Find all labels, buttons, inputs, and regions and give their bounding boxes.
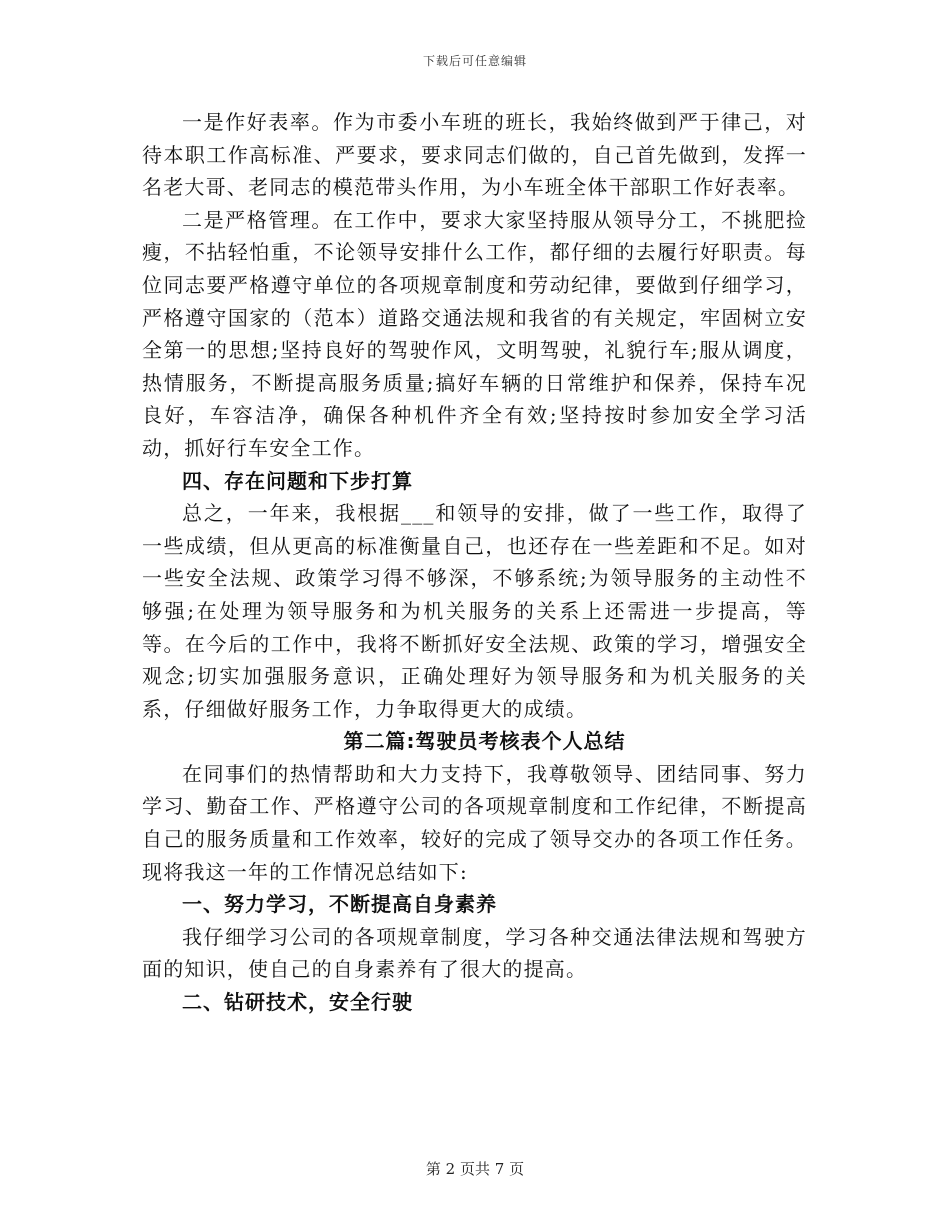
section-title-part-two: 第二篇:驾驶员考核表个人总结	[343, 729, 626, 754]
heading-technique-safety: 二、钻研技术，安全行驶	[182, 990, 413, 1015]
page-header: 下载后可任意编辑	[422, 54, 527, 68]
paragraph-lead-by-example: 一是作好表率。作为市委小车班的班长，我始终做到严于律己，对待本职工作高标准、严要求，要求同志们做的，自己首先做到，发挥一名老大哥、老同志的模范带头作用，为小车班全体干部职工作好表率。	[142, 110, 807, 200]
paragraph-study: 我仔细学习公司的各项规章制度，学习各种交通法律法规和驾驶方面的知识，使自己的自身素养有了很大的提高。	[142, 924, 807, 982]
page-footer: 第 2 页共 7 页	[425, 1160, 525, 1178]
paragraph-summary: 总之，一年来，我根据___和领导的安排，做了一些工作，取得了一些成绩，但从更高的标准衡量自己，也还存在一些差距和不足。如对一些安全法规、政策学习得不够深，不够系统;为领导服务的主动性不够强;在处理为领导服务和为机关服务的关系上还需进一步提高，等等。在今后的工作中，我将不断抓好安全法规、政策的学习，增强安全观念;切实加强服务意识，正确处理好为领导服务和为机关服务的关系，仔细做好服务工作，力争取得更大的成绩。	[142, 501, 807, 721]
paragraph-intro: 在同事们的热情帮助和大力支持下，我尊敬领导、团结同事、努力学习、勤奋工作、严格遵守公司的各项规章制度和工作纪律，不断提高自己的服务质量和工作效率，较好的完成了领导交办的各项工作任务。现将我这一年的工作情况总结如下:	[142, 761, 807, 884]
heading-study-hard: 一、努力学习，不断提高自身素养	[182, 892, 497, 917]
document-body	[142, 106, 807, 1019]
paragraph-strict-management: 二是严格管理。在工作中，要求大家坚持服从领导分工，不挑肥捡瘦，不拈轻怕重，不论领导安排什么工作，都仔细的去履行好职责。每位同志要严格遵守单位的各项规章制度和劳动纪律，要做到仔细学习，严格遵守国家的（范本）道路交通法规和我省的有关规定，牢固树立安全第一的思想;坚持良好的驾驶作风，文明驾驶，礼貌行车;服从调度，热情服务，不断提高服务质量;搞好车辆的日常维护和保养，保持车况良好，车容洁净，确保各种机件齐全有效;坚持按时参加安全学习活动，抓好行车安全工作。	[142, 207, 807, 460]
heading-problems-and-plans: 四、存在问题和下步打算	[182, 468, 413, 493]
